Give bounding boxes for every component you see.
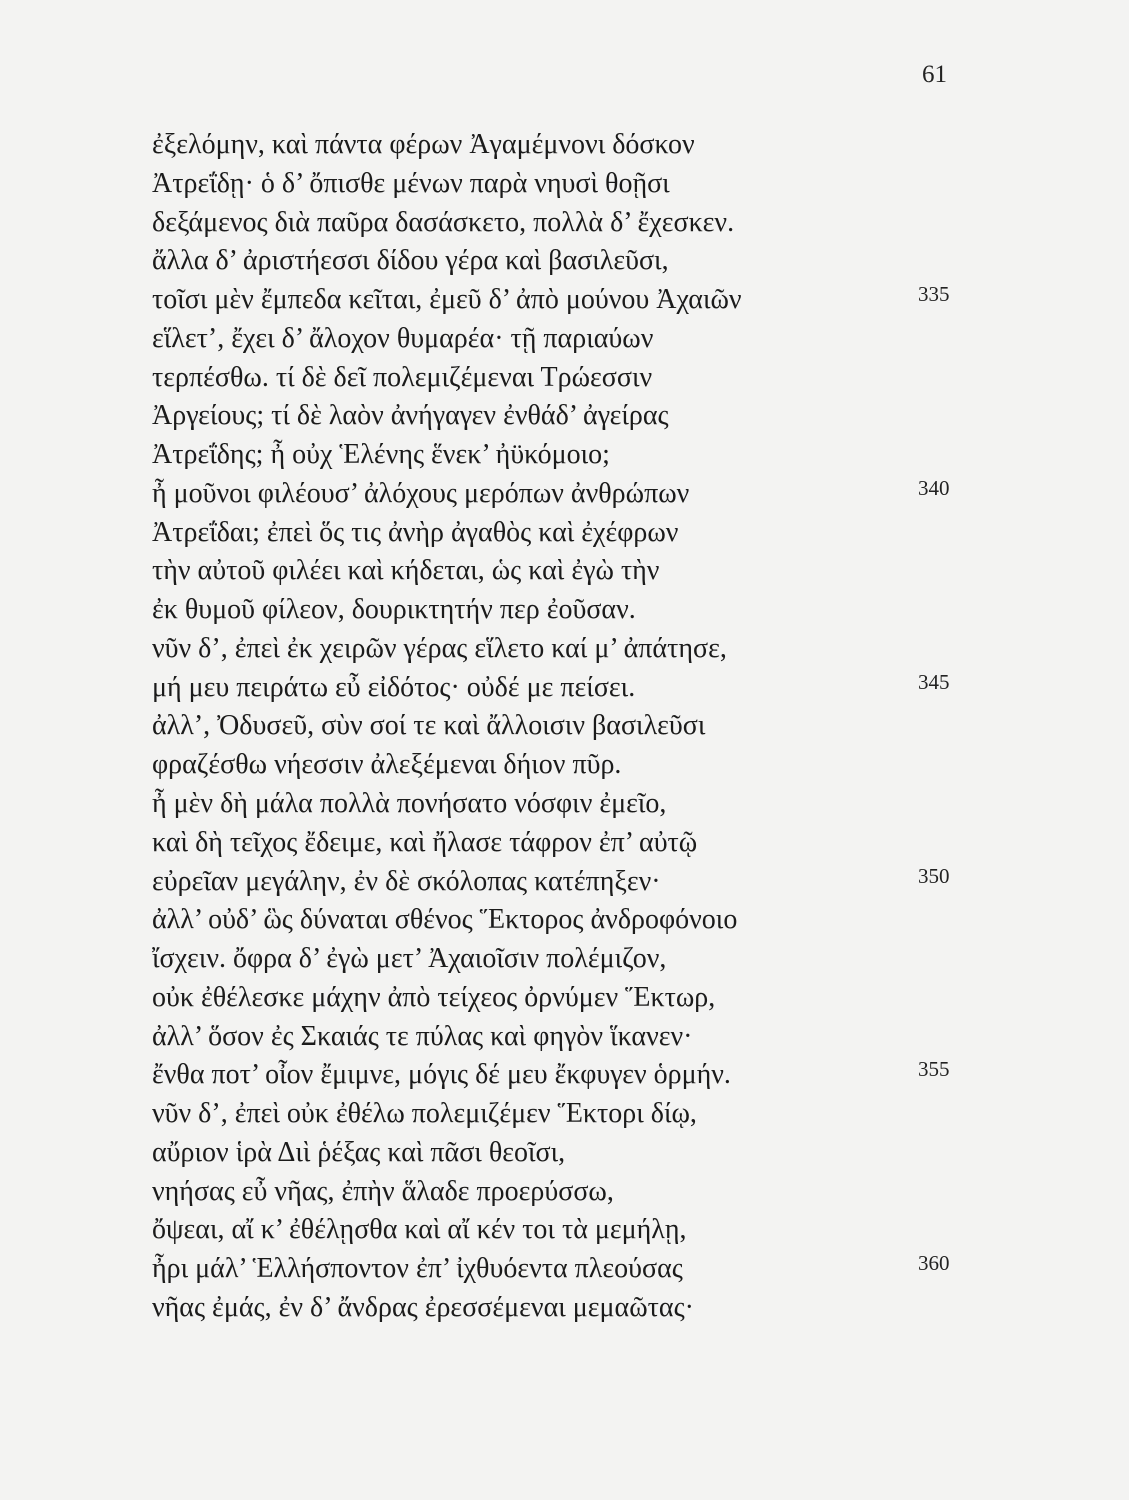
verse-line [152, 1211, 982, 1250]
verse-text: νῦν δ’, ἐπεὶ ἐκ χειρῶν γέρας εἵλετο καί μ’ ἀπάτησε, [152, 632, 727, 664]
verse-text: ἴσχειν. ὄφρα δ’ ἐγὼ μετ’ Ἀχαιοῖσιν πολέμιζον, [152, 943, 667, 975]
verse-text: εὐρεῖαν μεγάλην, ἐν δὲ σκόλοπας κατέπηξεν· [152, 865, 661, 897]
verse-line [152, 552, 982, 591]
verse-line [152, 436, 982, 475]
verse-text: ἐξελόμην, καὶ πάντα φέρων Ἀγαμέμνονι δόσκον [152, 129, 695, 160]
verse-line [152, 707, 982, 746]
verse-line [152, 1173, 982, 1212]
verse-line [152, 359, 982, 398]
verse-text: φραζέσθω νήεσσιν ἀλεξέμεναι δήιον πῦρ. [152, 749, 622, 781]
verse-line [152, 281, 982, 320]
verse-line [152, 591, 982, 630]
verse-line [152, 785, 982, 824]
line-number: 335 [918, 282, 950, 307]
verse-text: ἀλλ’ ὅσον ἐς Σκαιάς τε πύλας καὶ φηγὸν ἵκανεν· [152, 1020, 693, 1052]
verse-line [152, 940, 982, 979]
verse-text: νῦν δ’, ἐπεὶ οὐκ ἐθέλω πολεμιζέμεν Ἕκτορι δίῳ, [152, 1098, 697, 1130]
page-number: 61 [922, 61, 947, 88]
verse-line [152, 397, 982, 436]
verse-line [152, 746, 982, 785]
verse-line [152, 863, 982, 902]
verse-text: Ἀργείους; τί δὲ λαὸν ἀνήγαγεν ἐνθάδ’ ἀγείρας [152, 400, 669, 432]
verse-text: Ἀτρεΐδῃ· ὁ δ’ ὄπισθε μένων παρὰ νηυσὶ θοῇσι [152, 167, 670, 199]
line-number: 355 [918, 1057, 950, 1082]
verse-line [152, 824, 982, 863]
verse-text: νηήσας εὖ νῆας, ἐπὴν ἅλαδε προερύσσω, [152, 1175, 614, 1207]
verse-text: ἦρι μάλ’ Ἑλλήσποντον ἐπ’ ἰχθυόεντα πλεούσας [152, 1253, 683, 1285]
verse-text: μή μευ πειράτω εὖ εἰδότος· οὐδέ με πείσει. [152, 671, 636, 703]
verse-line [152, 514, 982, 553]
verse-text: ὄψεαι, αἴ κ’ ἐθέλῃσθα καὶ αἴ κέν τοι τὰ μεμήλῃ, [152, 1214, 687, 1246]
verse-line [152, 1018, 982, 1057]
verse-line [152, 1095, 982, 1134]
verse-line [152, 1289, 982, 1328]
verse-line [152, 1056, 982, 1095]
line-number: 350 [918, 863, 950, 888]
verse-text: τὴν αὐτοῦ φιλέει καὶ κήδεται, ὡς καὶ ἐγὼ τὴν [152, 555, 660, 587]
verse-line [152, 475, 982, 514]
verse-text: νῆας ἐμάς, ἐν δ’ ἄνδρας ἐρεσσέμεναι μεμαῶτας· [152, 1291, 694, 1323]
verse-line [152, 901, 982, 940]
verse-text: ἀλλ’ οὐδ’ ὣς δύναται σθένος Ἕκτορος ἀνδροφόνοιο [152, 904, 738, 936]
verse-line [152, 242, 982, 281]
verse-text: δεξάμενος διὰ παῦρα δασάσκετο, πολλὰ δ’ ἔχεσκεν. [152, 206, 735, 238]
verse-line [152, 979, 982, 1018]
verse-line [152, 204, 982, 243]
verse-text: ἄλλα δ’ ἀριστήεσσι δίδου γέρα καὶ βασιλεῦσι, [152, 245, 669, 277]
verse-text: ἔνθα ποτ’ οἶον ἔμιμνε, μόγις δέ μευ ἔκφυγεν ὁρμήν. [152, 1059, 731, 1091]
verse-line [152, 320, 982, 359]
verse-line [152, 1250, 982, 1289]
verse-line [152, 630, 982, 669]
verse-text: ἀλλ’, Ὀδυσεῦ, σὺν σοί τε καὶ ἄλλοισιν βασιλεῦσι [152, 710, 706, 742]
verse-text: ἐκ θυμοῦ φίλεον, δουρικτητήν περ ἐοῦσαν. [152, 594, 636, 626]
verse-text: ἦ μὲν δὴ μάλα πολλὰ πονήσατο νόσφιν ἐμεῖο, [152, 788, 667, 820]
verse-line [152, 126, 982, 165]
verse-text: Ἀτρεΐδαι; ἐπεὶ ὅς τις ἀνὴρ ἀγαθὸς καὶ ἐχέφρων [152, 516, 679, 548]
verse-text: καὶ δὴ τεῖχος ἔδειμε, καὶ ἤλασε τάφρον ἐπ’ αὐτῷ [152, 826, 698, 858]
verse-block [152, 126, 982, 1328]
line-number: 345 [918, 669, 950, 694]
verse-text: ἦ μοῦνοι φιλέουσ’ ἀλόχους μερόπων ἀνθρώπων [152, 477, 690, 509]
verse-line [152, 1134, 982, 1173]
verse-line [152, 669, 982, 708]
verse-text: εἵλετ’, ἔχει δ’ ἄλοχον θυμαρέα· τῇ παριαύων [152, 322, 654, 354]
verse-text: αὔριον ἱρὰ Διὶ ῥέξας καὶ πᾶσι θεοῖσι, [152, 1136, 566, 1168]
verse-line [152, 165, 982, 204]
verse-text: τοῖσι μὲν ἔμπεδα κεῖται, ἐμεῦ δ’ ἀπὸ μούνου Ἀχαιῶν [152, 284, 742, 316]
verse-text: οὐκ ἐθέλεσκε μάχην ἀπὸ τείχεος ὀρνύμεν Ἕκτωρ, [152, 981, 716, 1013]
verse-text: τερπέσθω. τί δὲ δεῖ πολεμιζέμεναι Τρώεσσιν [152, 361, 653, 393]
line-number: 340 [918, 475, 950, 500]
line-number: 360 [918, 1251, 950, 1276]
verse-text: Ἀτρεΐδης; ἦ οὐχ Ἑλένης ἕνεκ’ ἠϋκόμοιο; [152, 439, 610, 471]
